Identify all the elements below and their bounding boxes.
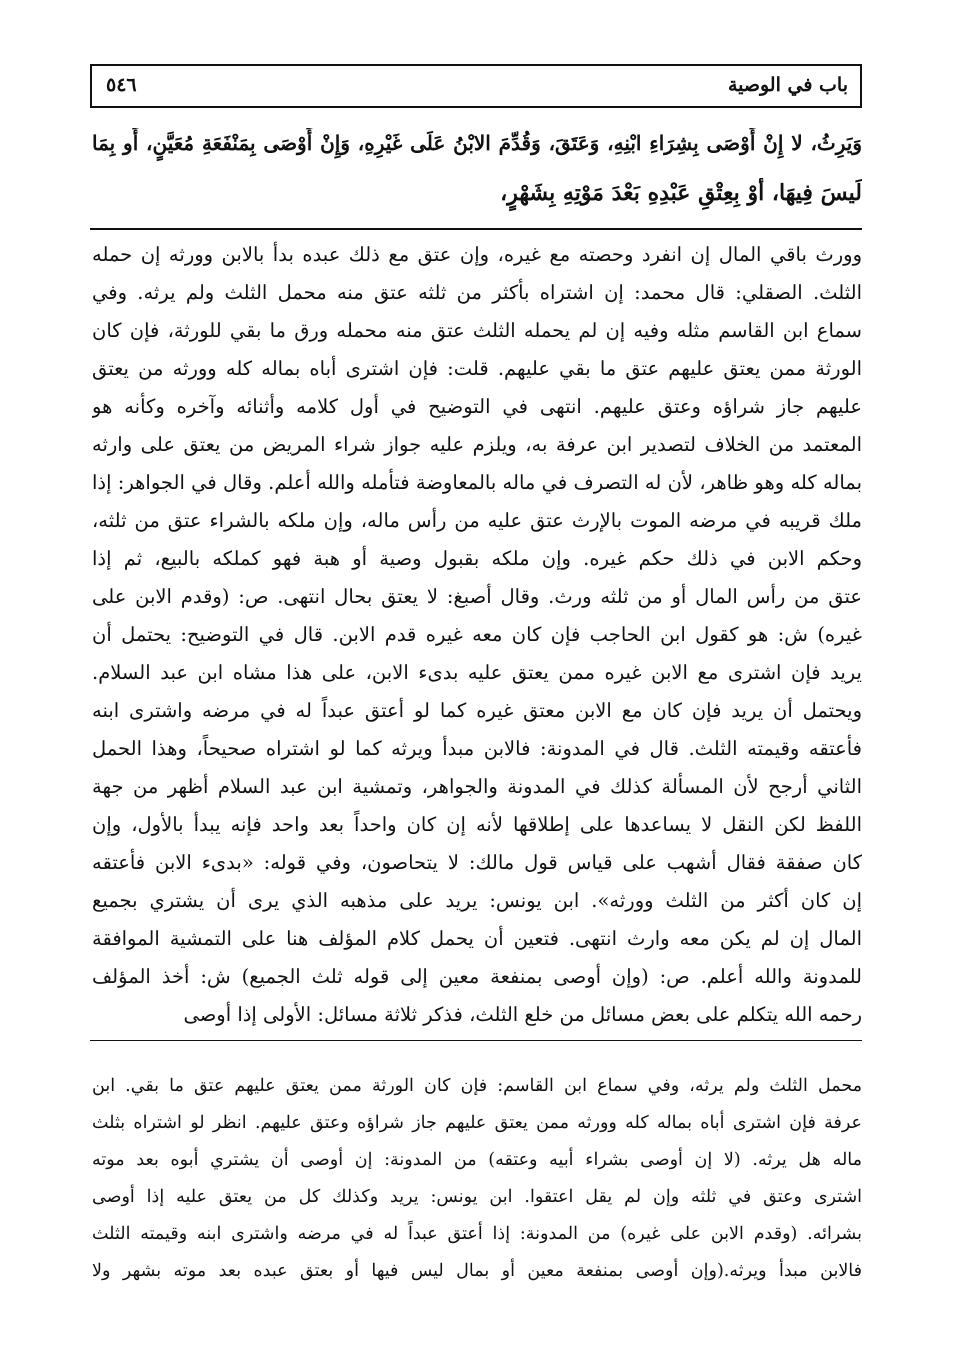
- matn-line: وَيَرِثُ، لا إِنْ أَوْصَى بِشِرَاءِ ابْنِهِ، وَعَتَقَ، وَقُدِّمَ الابْنُ عَلَى غَيْرِهِ، وَإِنْ أَوْصَى بِمَنْفَعَةِ مُعَيَّنٍ، أَو بِمَا: [92, 131, 862, 155]
- page-number: ٥٤٦: [106, 74, 137, 96]
- body-line: كان صفقة فقال أشهب على قياس قول مالك: لا يتحاصون، وفي قوله: «بدىء الابن فأعتقه: [92, 851, 862, 874]
- body-line: سماع ابن القاسم مثله وفيه إن لم يحمله الثلث عتق منه محمله ورق ما بقي للورثة، فإن كان: [92, 319, 862, 342]
- footnote-line: اشترى وعتق في ثلثه وإن لم يقل اعتقوا. ابن يونس: يريد وكذلك كل من يعتق عليه إذا أوصى: [92, 1187, 862, 1207]
- body-line: فأعتقه وقيمته الثلث. قال في المدونة: فالابن مبدأ ويرثه كما لو اشتراه صحيحاً، وهذا الحمل: [92, 737, 862, 760]
- body-line: الورثة ممن يعتق عليهم عتق ما بقي عليهم. قلت: فإن اشترى أباه بماله كله وورثه من يعتق: [92, 357, 862, 380]
- page-header: [90, 64, 862, 108]
- footnote-separator: [90, 1040, 862, 1041]
- body-line: عتق من رأس المال أو من ثلثه ورث. وقال أصبغ: لا يعتق بحال انتهى. ص: (وقدم الابن على: [92, 585, 862, 608]
- body-line: إن كان أكثر من الثلث وورثه». ابن يونس: يريد على مذهبه الذي يرى أن يشتري بجميع: [92, 889, 862, 912]
- body-line: وحكم الابن في ذلك حكم غيره. وإن ملكه بقبول وصية أو هبة فهو كملكه بالبيع، ثم إذا: [92, 547, 862, 570]
- footnote-line: محمل الثلث ولم يرثه، وفي سماع ابن القاسم: فإن كان الورثة ممن يعتق عليهم عتق ما بقي. ابن: [92, 1076, 862, 1096]
- body-line: ويحتمل أن يريد فإن كان مع الابن معتق غيره كما لو أعتق عبداً له في مرضه واشترى ابنه: [92, 699, 862, 722]
- chapter-title: باب في الوصية: [727, 74, 848, 96]
- footnote-line: عرفة فإن اشترى أباه بماله كله وورثه ممن يعتق عليهم جاز شراؤه وعتق عليهم. انظر لو اشتراه بثلث: [92, 1113, 862, 1133]
- body-line: رحمه الله يتكلم على بعض مسائل من خلع الثلث، فذكر ثلاثة مسائل: الأولى إذا أوصى: [183, 1003, 862, 1026]
- body-line: بماله كله وهو ظاهر، لأن له التصرف في ماله بالمعاوضة فتأمله والله أعلم. وقال في الجواهر: إذا: [92, 471, 862, 494]
- body-line: يريد فإن اشترى مع الابن غيره ممن يعتق عليه بدىء الابن، على هذا مشاه ابن عبد السلام.: [92, 661, 862, 684]
- matn-separator: [90, 228, 862, 230]
- body-line: غيره) ش: هو كقول ابن الحاجب فإن كان معه غيره قدم الابن. قال في التوضيح: يحتمل أن: [92, 623, 862, 646]
- body-line: المال إن لم يكن معه وارث انتهى. فتعين أن يحمل كلام المؤلف هنا على التمشية الموافقة: [92, 927, 862, 950]
- footnote-line: فالابن مبدأ ويرثه.(وإن أوصى بمنفعة معين أو بمال ليس فيها أو بعتق عبده بعد موته بشهر ولا: [92, 1261, 862, 1281]
- matn-line: لَيسَ فِيهَا، أَوْ بِعِتْقِ عَبْدِهِ بَعْدَ مَوْتِهِ بِشَهْرٍ،: [500, 180, 862, 206]
- body-line: الثاني أرجح لأن المسألة كذلك في المدونة والجواهر، وتمشية ابن عبد السلام أظهر من جهة: [92, 775, 862, 798]
- body-line: الثلث. الصقلي: قال محمد: إن اشتراه بأكثر من ثلثه عتق منه محمل الثلث ولم يرثه. وفي: [92, 281, 862, 304]
- footnote-line: بشرائه. (وقدم الابن على غيره) من المدونة: إذا أعتق عبداً له في مرضه واشترى ابنه وقيمته الثلث: [92, 1224, 862, 1244]
- body-line: ملك قريبه في مرضه الموت بالإرث عتق عليه من رأس ماله، وإن ملكه بالشراء عتق من ثلثه،: [92, 509, 862, 532]
- body-line: عليهم جاز شراؤه وعتق عليهم. انتهى في التوضيح في أول كلامه وأثنائه وآخره وكأنه هو: [92, 395, 862, 418]
- body-line: وورث باقي المال إن انفرد وحصته مع غيره، وإن عتق مع ذلك عبده بدأ بالابن وورثه إن حمله: [92, 243, 862, 266]
- body-line: المعتمد من الخلاف لتصدير ابن عرفة به، ويلزم عليه جواز شراء المريض من يعتق على وارثه: [92, 433, 862, 456]
- body-line: اللفظ لكن النقل لا يساعدها على إطلاقها لأنه إن كان واحداً بعد واحد فإنه يبدأ بالأول، وإن: [92, 813, 862, 836]
- body-line: للمدونة والله أعلم. ص: (وإن أوصى بمنفعة معين إلى قوله ثلث الجميع) ش: أخذ المؤلف: [92, 965, 862, 988]
- footnote-line: ماله هل يرثه. (لا إن أوصى بشراء أبيه وعتقه) من المدونة: إن أوصى أن يشتري أبوه بعد موته: [92, 1150, 862, 1170]
